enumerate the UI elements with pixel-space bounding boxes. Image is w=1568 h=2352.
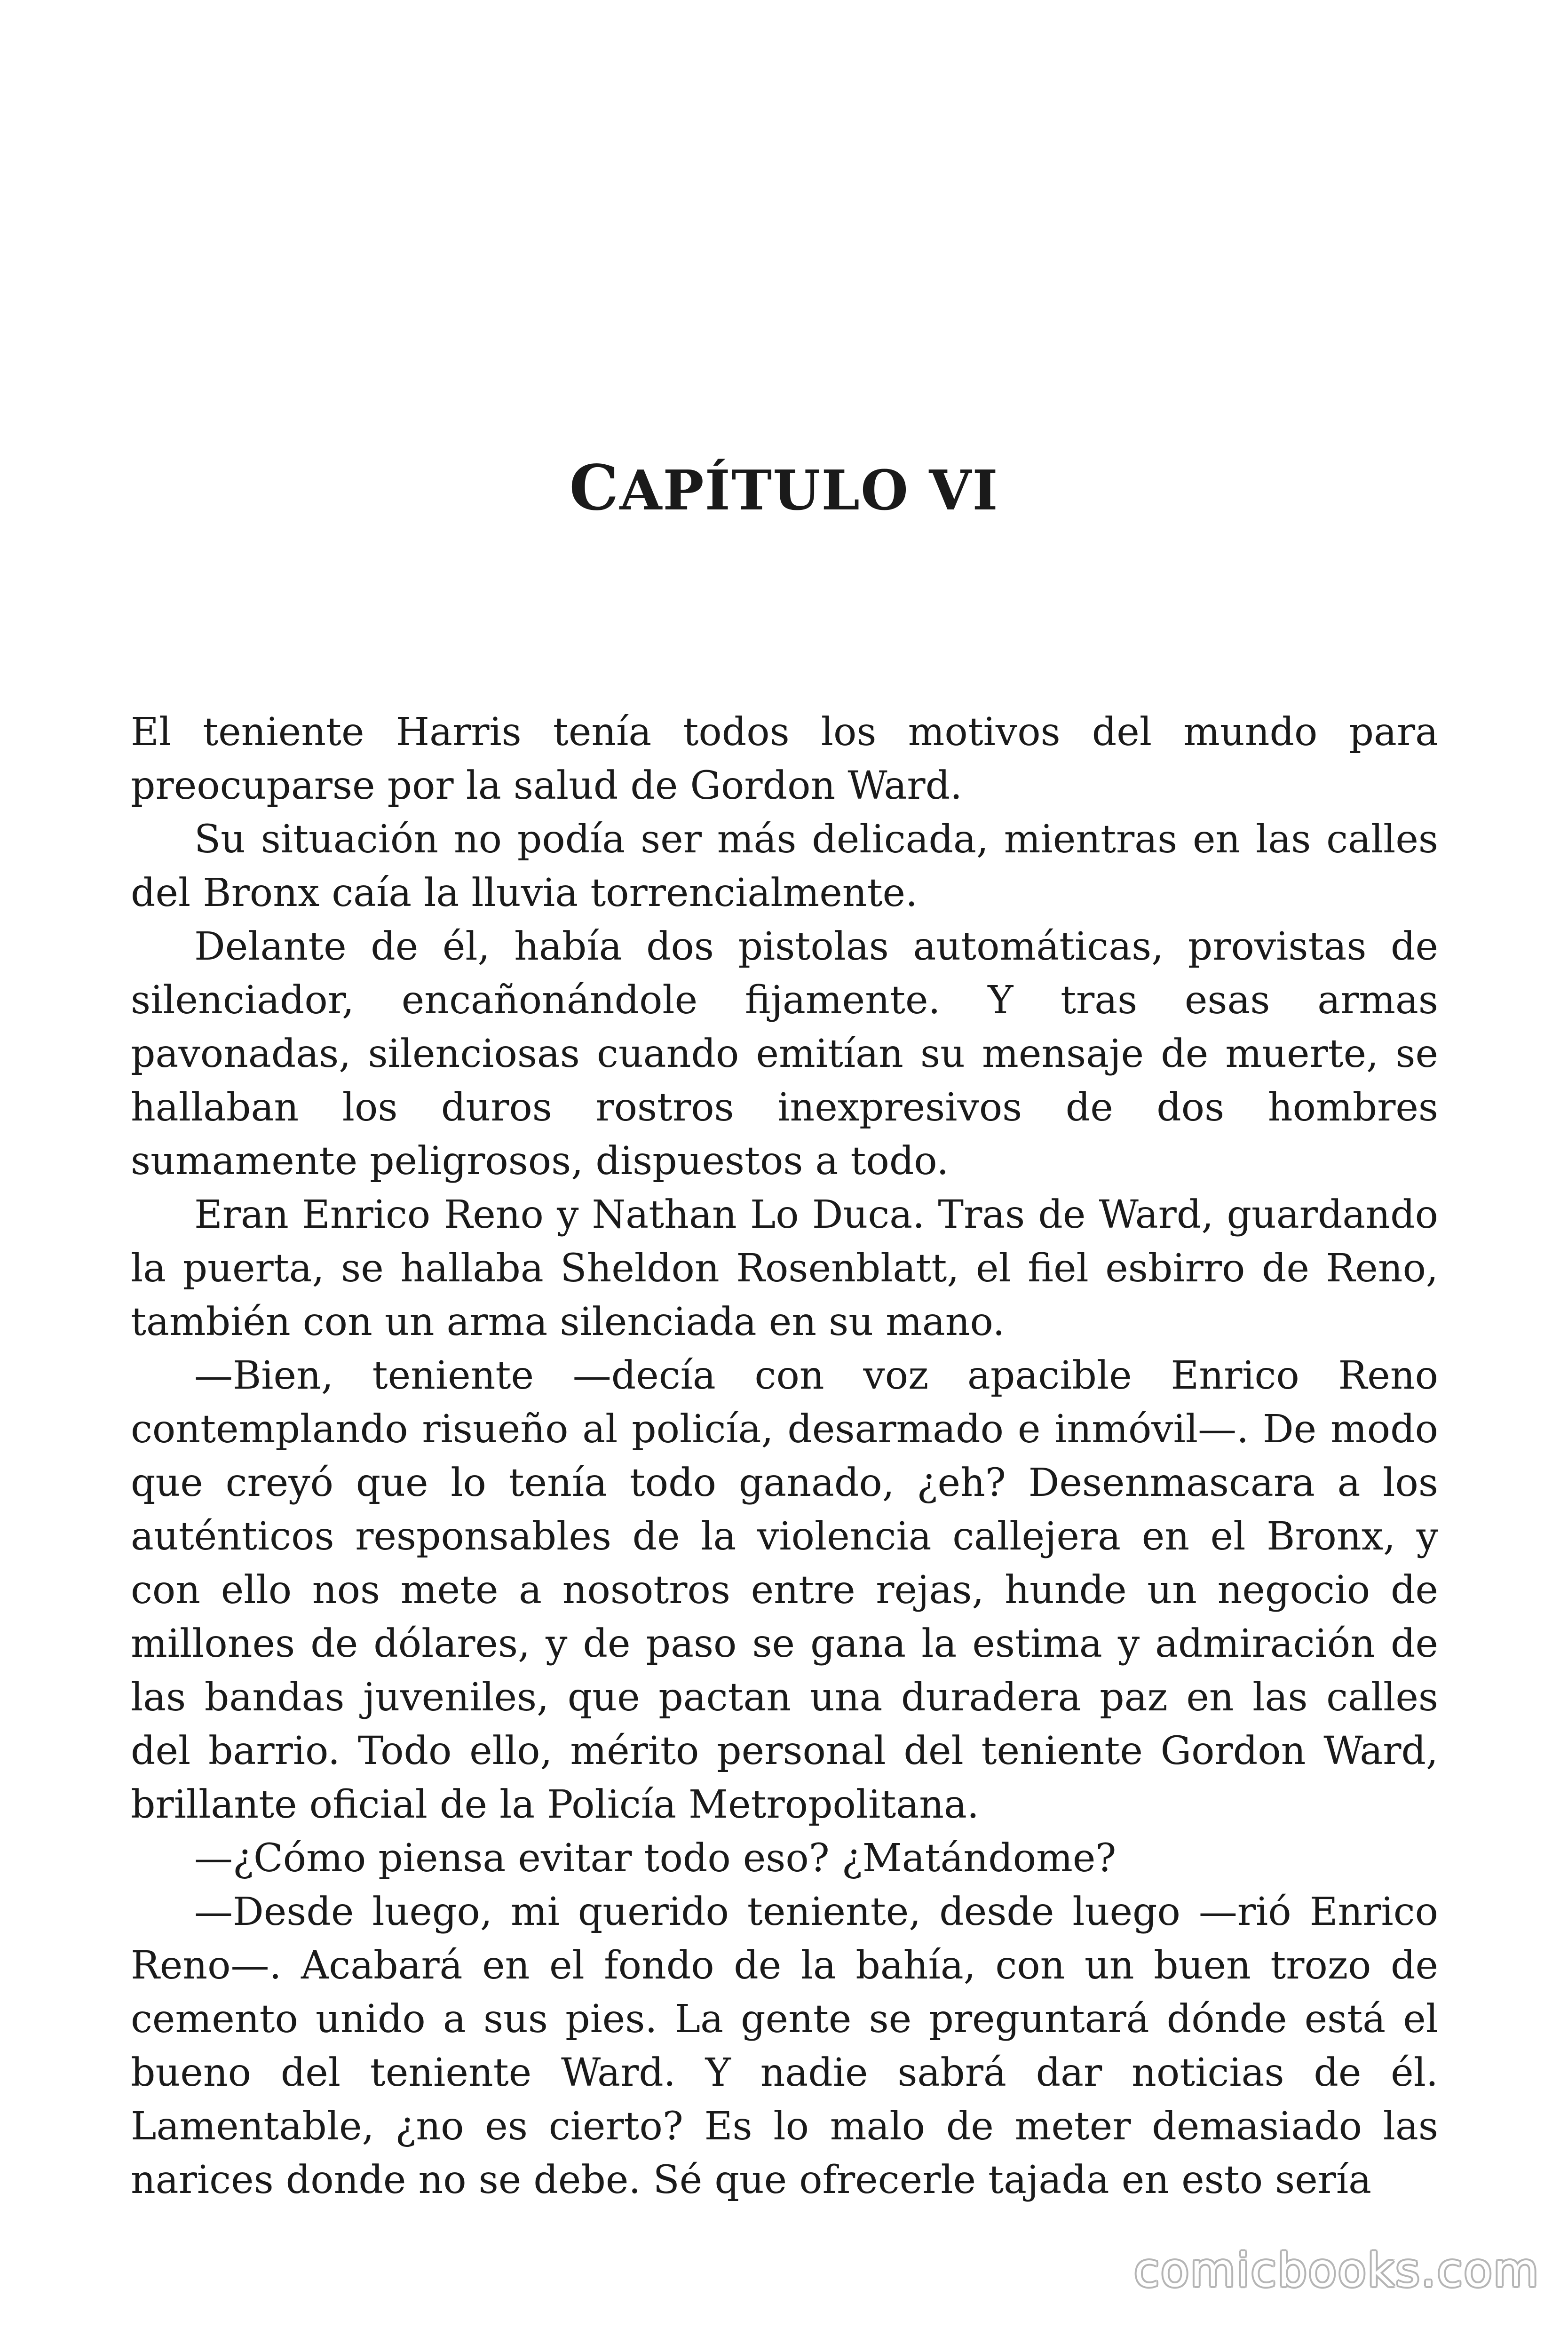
chapter-title-rest: APÍTULO VI: [619, 459, 999, 523]
paragraph: —Desde luego, mi querido teniente, desde luego —rió Enrico Reno—. Acabará en el fondo de la bahía, con un buen trozo de cemento unido a sus pies. La gente se preguntará dónde está el bueno del teniente Ward. Y nadie sabrá dar noticias de él. Lamentable, ¿no es cierto? Es lo malo de meter demasiado las narices donde no se debe. Sé que ofrecerle tajada en esto sería: [131, 1890, 1438, 2202]
paragraph: —¿Cómo piensa evitar todo eso? ¿Matándome?: [194, 1836, 1117, 1881]
chapter-title-initial: C: [569, 452, 620, 524]
watermark: comicbooks.com: [1134, 2244, 1540, 2297]
paragraph: Eran Enrico Reno y Nathan Lo Duca. Tras de Ward, guardando la puerta, se hallaba Sheldon Rosenblatt, el fiel esbirro de Reno, también con un arma silenciada en su mano.: [131, 1192, 1438, 1344]
paragraph: El teniente Harris tenía todos los motivos del mundo para preocuparse por la salud de Gordon Ward.: [131, 710, 1438, 808]
body-text: [131, 706, 1438, 2207]
paragraph: Delante de él, había dos pistolas automáticas, provistas de silenciador, encañonándole fijamente. Y tras esas armas pavonadas, silenciosas cuando emitían su mensaje de muerte, se hallaban los duros rostros inexpresivos de dos hombres sumamente peligrosos, dispuestos a todo.: [131, 924, 1438, 1184]
paragraph: Su situación no podía ser más delicada, mientras en las calles del Bronx caía la lluvia torrencialmente.: [131, 817, 1438, 915]
paragraph: —Bien, teniente —decía con voz apacible Enrico Reno contemplando risueño al policía, desarmado e inmóvil—. De modo que creyó que lo tenía todo ganado, ¿eh? Desenmascara a los auténticos responsables de la violencia callejera en el Bronx, y con ello nos mete a nosotros entre rejas, hunde un negocio de millones de dólares, y de paso se gana la estima y admiración de las bandas juveniles, que pactan una duradera paz en las calles del barrio. Todo ello, mérito personal del teniente Gordon Ward, brillante oficial de la Policía Metropolitana.: [131, 1353, 1438, 1827]
chapter-title: [0, 452, 1568, 524]
